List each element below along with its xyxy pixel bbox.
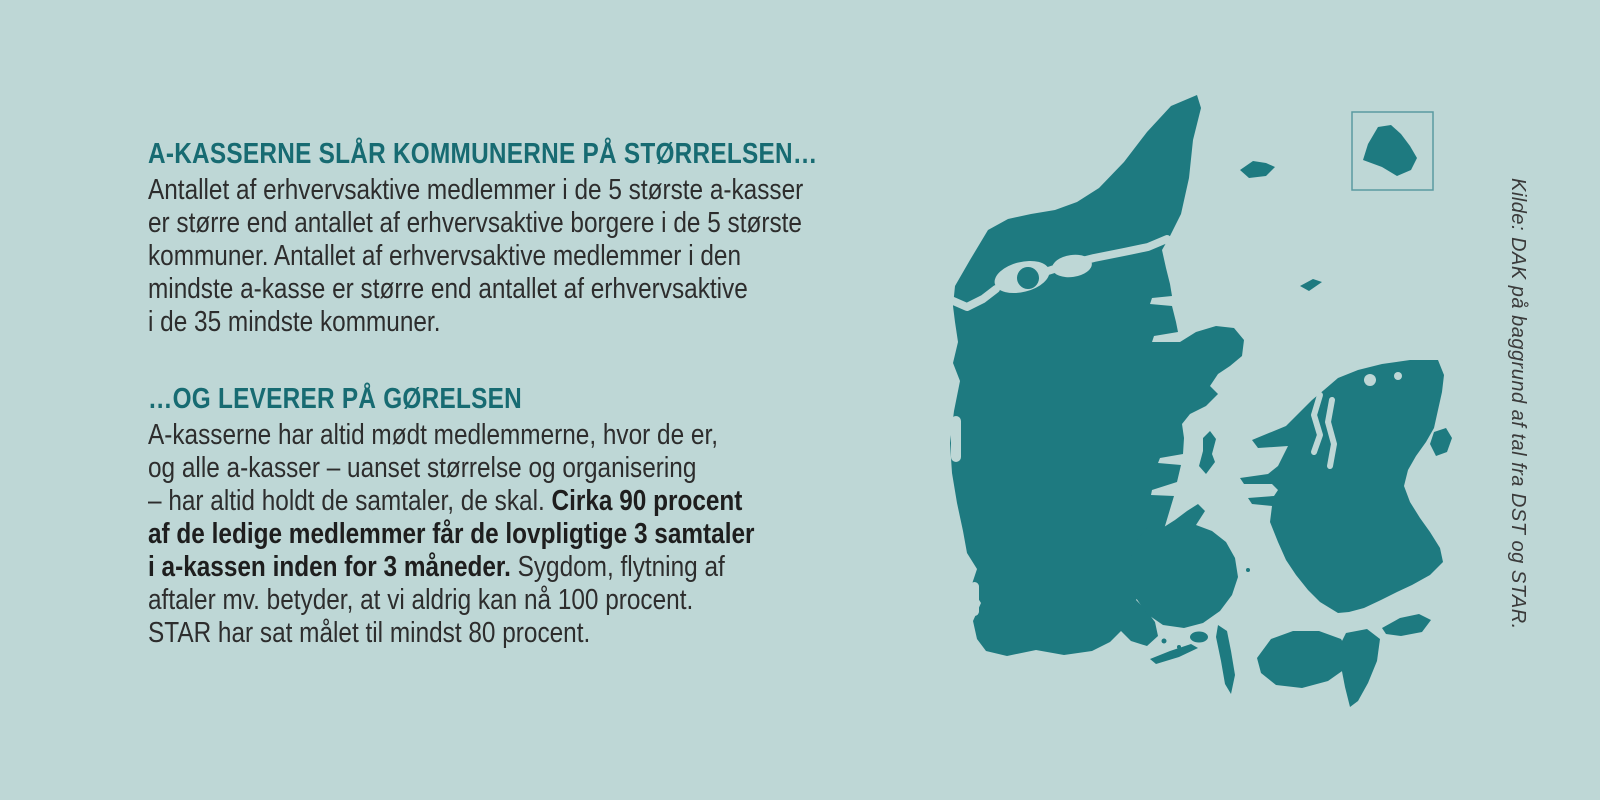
line-text: kommuner. Antallet af erhvervsaktive medlemmer i den bbox=[148, 240, 742, 272]
line-text: STAR har sat målet til mindst 80 procent. bbox=[148, 617, 591, 649]
wadden-lagoon bbox=[970, 582, 979, 616]
sprogoe-islet bbox=[1246, 568, 1250, 572]
samsoe-shape bbox=[1199, 431, 1216, 474]
line-text: aftaler mv. betyder, at vi aldrig kan nå 100 procent. bbox=[148, 584, 694, 616]
aeroe-shape bbox=[1150, 644, 1198, 664]
anholt-shape bbox=[1300, 279, 1322, 291]
body-line bbox=[148, 419, 921, 452]
langeland-shape bbox=[1216, 625, 1235, 694]
section-1-body bbox=[148, 174, 921, 339]
roskilde-fjord-cut bbox=[1328, 400, 1334, 466]
amager-shape bbox=[1430, 428, 1452, 456]
line-text: Sygdom, flytning af bbox=[510, 551, 725, 583]
zealand-shape bbox=[1240, 360, 1444, 613]
source-credit: Kilde: DAK på baggrund af tal fra DST og STAR. bbox=[1507, 178, 1529, 630]
body-line bbox=[148, 584, 921, 617]
body-line bbox=[148, 617, 921, 650]
denmark-map bbox=[900, 70, 1460, 730]
line-text: mindste a-kasse er større end antallet af erhvervsaktive bbox=[148, 273, 748, 305]
laesoe-shape bbox=[1240, 161, 1275, 178]
body-line bbox=[148, 485, 921, 518]
line-bold-text: af de ledige medlemmer får de lovpligtige 3 samtaler bbox=[148, 518, 755, 550]
text-column bbox=[148, 140, 921, 650]
body-line bbox=[148, 551, 921, 584]
section-2-heading: …OG LEVERER PÅ GØRELSEN bbox=[148, 383, 522, 415]
taasinge-shape bbox=[1190, 632, 1208, 643]
line-text: i de 35 mindste kommuner. bbox=[148, 306, 441, 338]
arresoe-lake bbox=[1364, 374, 1376, 386]
body-line bbox=[148, 240, 921, 273]
isefjord-cut bbox=[1314, 395, 1320, 452]
body-line bbox=[148, 518, 921, 551]
ringkobing-lagoon bbox=[951, 416, 961, 462]
section-2-body bbox=[148, 419, 921, 650]
line-bold-text: i a-kassen inden for 3 måneder. bbox=[148, 551, 511, 583]
section-1-heading: A-KASSERNE SLÅR KOMMUNERNE PÅ STØRRELSEN… bbox=[148, 138, 818, 170]
body-line bbox=[148, 207, 921, 240]
falster-shape bbox=[1340, 629, 1380, 707]
archipelago-islet bbox=[1177, 645, 1181, 649]
body-line bbox=[148, 273, 921, 306]
line-text: – har altid holdt de samtaler, de skal. bbox=[148, 485, 552, 517]
moen-shape bbox=[1382, 614, 1431, 636]
body-line bbox=[148, 306, 921, 339]
bornholm-shape bbox=[1363, 125, 1417, 176]
body-line bbox=[148, 452, 921, 485]
lolland-shape bbox=[1257, 631, 1349, 688]
line-text: Antallet af erhvervsaktive medlemmer i de 5 største a-kasser bbox=[148, 174, 804, 206]
archipelago-islet bbox=[1162, 639, 1167, 644]
esrum-lake bbox=[1394, 372, 1402, 380]
line-text: er større end antallet af erhvervsaktive borgere i de 5 største bbox=[148, 207, 802, 239]
line-text: og alle a-kasser – uanset størrelse og organisering bbox=[148, 452, 697, 484]
body-line bbox=[148, 174, 921, 207]
line-bold-text: Cirka 90 procent bbox=[551, 485, 743, 517]
line-text: A-kasserne har altid mødt medlemmerne, hvor de er, bbox=[148, 419, 718, 451]
